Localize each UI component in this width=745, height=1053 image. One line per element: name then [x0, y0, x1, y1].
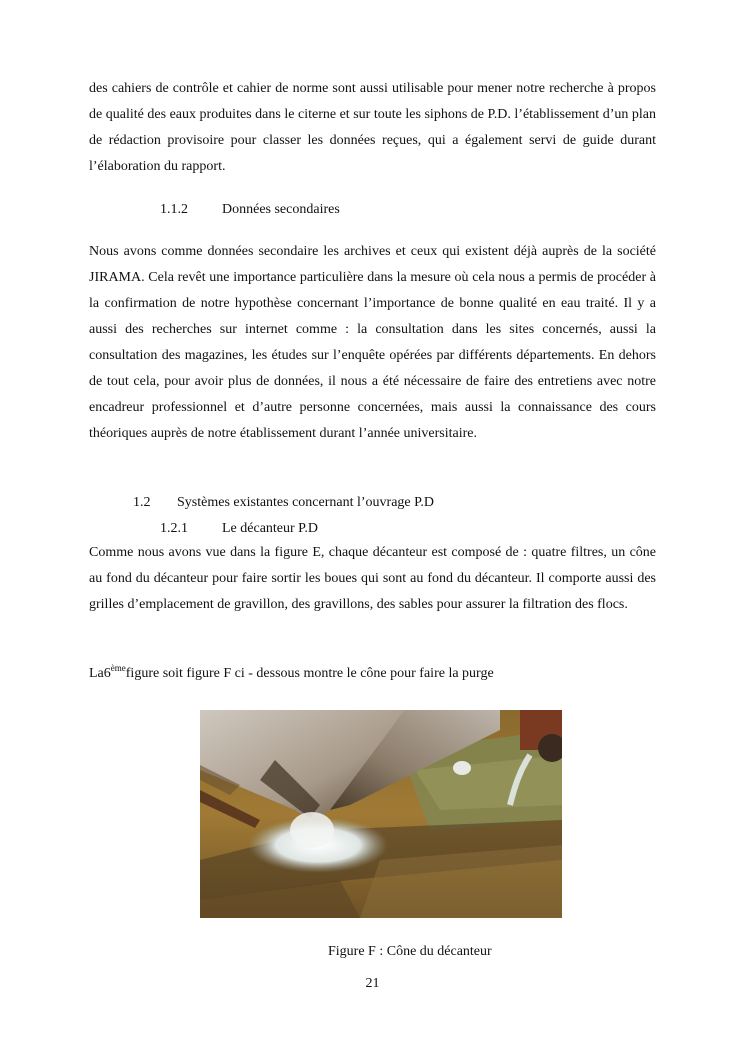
section-number: 1.2 — [133, 495, 151, 510]
section-title: Le décanteur P.D — [222, 521, 319, 536]
paragraph-decanteur: Comme nous avons vue dans la figure E, chaque décanteur est composé de : quatre filtres, un cône au fond du décanteur pour faire sortir les boues qui sont au fond du décanteur. Il comporte aussi des grilles d’emplacement de gravillon, des gravillons, des sables pour assurer la filtration des flocs. — [89, 545, 656, 612]
section-heading-1-2-1 — [160, 520, 318, 538]
figure-intro-superscript: ème — [110, 663, 126, 673]
section-heading-1-2 — [133, 494, 434, 512]
decanter-cone-photo — [200, 710, 562, 918]
page-number: 21 — [365, 976, 380, 991]
section-title: Systèmes existantes concernant l’ouvrage P.D — [177, 495, 434, 510]
section-title: Données secondaires — [222, 202, 340, 217]
section-number: 1.2.1 — [160, 521, 188, 536]
paragraph-intro: des cahiers de contrôle et cahier de norme sont aussi utilisable pour mener notre recherche à propos de qualité des eaux produites dans le citerne et sur toute les siphons de P.D. l’établissement d’un plan de rédaction provisoire pour classer les données reçues, qui a également servi de guide durant l’élaboration du rapport. — [89, 81, 656, 174]
figure-intro-prefix: La6 — [89, 666, 111, 681]
figure-intro-suffix: figure soit figure F ci - dessous montre le cône pour faire la purge — [125, 666, 494, 681]
paragraph-secondary: Nous avons comme données secondaire les archives et ceux qui existent déjà auprès de la société JIRAMA. Cela revêt une importance particulière dans la mesure où cela nous a permis de procéder à la confirmation de notre hypothèse concernant l’importance de bonne qualité en eau traité. Il y a aussi des recherches sur internet comme : la consultation dans les sites concernés, aussi la consultation des magazines, les études sur l’enquête opérées par différents départements. En dehors de tout cela, pour avoir plus de données, il nous a été nécessaire de faire des entretiens avec notre encadreur professionnel et d’autre personne concernées, mais aussi la connaissance des cours théoriques auprès de notre établissement durant l’année universitaire. — [89, 244, 656, 441]
section-heading-1-1-2 — [160, 201, 340, 219]
figure-intro-line — [89, 664, 494, 684]
decanter-cone-illustration — [200, 710, 562, 918]
figure-caption: Figure F : Cône du décanteur — [328, 944, 492, 959]
section-number: 1.1.2 — [160, 202, 188, 217]
